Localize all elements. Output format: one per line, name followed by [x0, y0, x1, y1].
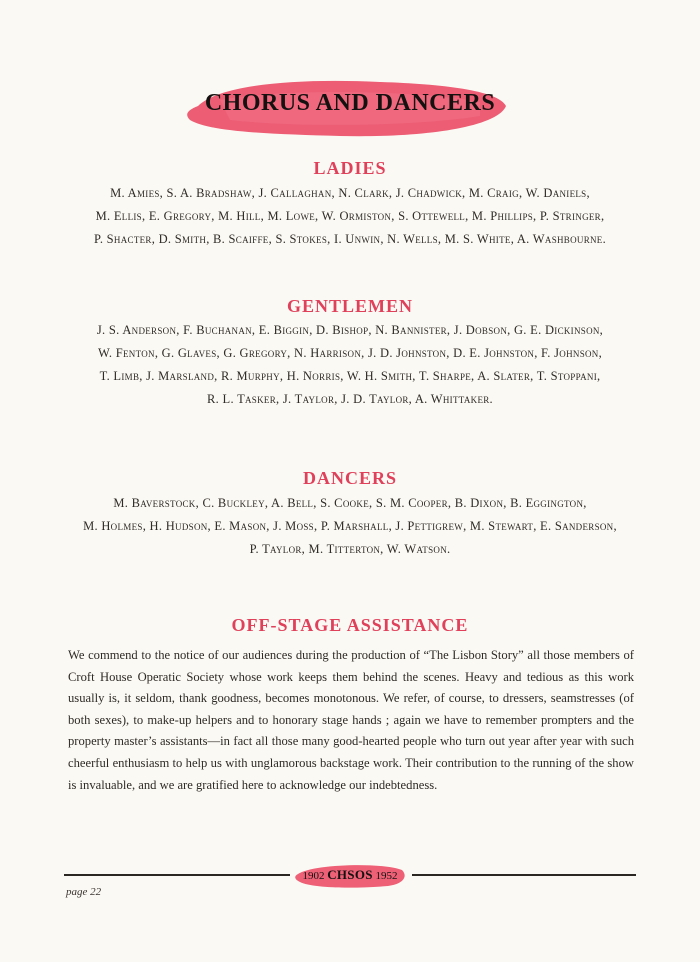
- section-heading-gentlemen: GENTLEMEN: [286, 296, 414, 316]
- name-line: M. Holmes, H. Hudson, E. Mason, J. Moss, P. Marshall, J. Pettigrew, M. Stewart, E. Sanderson,: [83, 519, 617, 533]
- section-heading-dancers: DANCERS: [302, 468, 397, 488]
- name-line: R. L. Tasker, J. Taylor, J. D. Taylor, A. Whittaker.: [207, 392, 493, 406]
- footer-year-end: 1952: [375, 870, 398, 882]
- name-line: M. Amies, S. A. Bradshaw, J. Callaghan, N. Clark, J. Chadwick, M. Craig, W. Daniels,: [110, 186, 590, 200]
- name-line: P. Shacter, D. Smith, B. Scaiffe, S. Stokes, I. Unwin, N. Wells, M. S. White, A. Washbourne.: [93, 232, 607, 246]
- name-line: M. Baverstock, C. Buckley, A. Bell, S. Cooke, S. M. Cooper, B. Dixon, B. Eggington,: [113, 496, 587, 510]
- name-line: M. Ellis, E. Gregory, M. Hill, M. Lowe, W. Ormiston, S. Ottewell, M. Phillips, P. Stringer,: [95, 209, 605, 223]
- gentlemen-names: [62, 319, 638, 411]
- divider-left: [64, 874, 290, 876]
- name-line: P. Taylor, M. Titterton, W. Watson.: [249, 542, 451, 556]
- dancers-names: [62, 492, 638, 561]
- page-number: page 22: [66, 886, 102, 898]
- offstage-paragraph: We commend to the notice of our audiences during the production of “The Lisbon Story” all those members of Croft House Operatic Society whose work keeps them behind the scenes. Heavy and tedious as this work usually is, it seldom, thank goodness, becomes monotonous. We refer, of course, to dressers, seamstresses (of both sexes), to make-up helpers and to honorary stage hands ; again we have to remember prompters and the property master’s assistants—in fact all those many good-hearted people who turn out year after year with such cheerful enthusiasm to help us with unglamorous backstage work. Their contribution to the running of the show is invaluable, and we are gratified here to acknowledge our indebtedness.: [68, 648, 634, 792]
- footer-society: CHSOS: [327, 867, 373, 882]
- page-title: CHORUS AND DANCERS: [204, 90, 496, 116]
- section-heading-ladies: LADIES: [313, 158, 387, 178]
- title-block: [0, 72, 700, 142]
- footer-badge-text: [292, 867, 408, 883]
- name-line: W. Fenton, G. Glaves, G. Gregory, N. Harrison, J. D. Johnston, D. E. Johnston, F. Johnson,: [97, 346, 603, 360]
- footer-year-start: 1902: [302, 870, 325, 882]
- name-line: T. Limb, J. Marsland, R. Murphy, H. Norris, W. H. Smith, T. Sharpe, A. Slater, T. Stoppani,: [99, 369, 601, 383]
- footer-rule: [0, 864, 700, 886]
- section-heading-offstage: OFF-STAGE ASSISTANCE: [231, 615, 469, 635]
- name-line: J. S. Anderson, F. Buchanan, E. Biggin, D. Bishop, N. Bannister, J. Dobson, G. E. Dickinson,: [96, 323, 604, 337]
- divider-right: [412, 874, 636, 876]
- ladies-names: [62, 182, 638, 251]
